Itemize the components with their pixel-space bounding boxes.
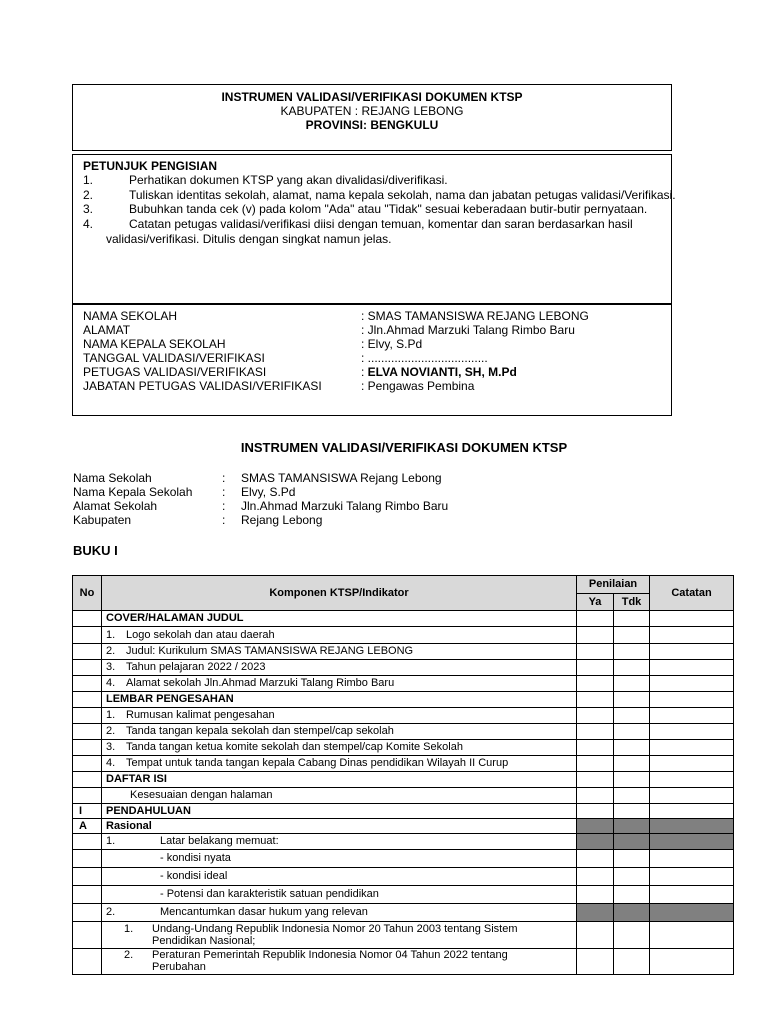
col-header-komponen: Komponen KTSP/Indikator xyxy=(102,576,577,611)
cell-num: 3. xyxy=(106,661,116,673)
cell-ya[interactable] xyxy=(577,772,614,788)
cell-tdk[interactable] xyxy=(614,644,650,660)
cell-tdk[interactable] xyxy=(614,676,650,692)
cell-ya[interactable] xyxy=(577,904,614,922)
identitas-row xyxy=(83,351,663,365)
cell-text: Tanda tangan kepala sekolah dan stempel/cap sekolah xyxy=(126,725,394,737)
table-row xyxy=(73,724,734,740)
info-value: Jln.Ahmad Marzuki Talang Rimbo Baru xyxy=(241,499,449,513)
cell-tdk[interactable] xyxy=(614,772,650,788)
cell-text: Logo sekolah dan atau daerah xyxy=(126,628,275,641)
cell-text: Tahun pelajaran 2022 / 2023 xyxy=(126,661,266,673)
cell-no xyxy=(73,868,102,886)
info-sep: : xyxy=(222,471,226,485)
cell-no xyxy=(73,756,102,772)
cell-text: Mencantumkan dasar hukum yang relevan xyxy=(160,906,368,918)
table-row xyxy=(73,904,734,922)
table-row xyxy=(73,676,734,692)
table-row xyxy=(73,756,734,772)
cell-tdk[interactable] xyxy=(614,756,650,772)
cell-tdk[interactable] xyxy=(614,724,650,740)
table-row xyxy=(73,868,734,886)
cell-text: Tanda tangan ketua komite sekolah dan stempel/cap Komite Sekolah xyxy=(126,741,463,753)
cell-tdk[interactable] xyxy=(614,804,650,819)
header-provinsi: PROVINSI: BENGKULU xyxy=(305,118,439,132)
table-row xyxy=(73,850,734,868)
petunjuk-num: 1. xyxy=(83,173,94,187)
cell-komponen: Rasional xyxy=(102,819,577,834)
table-row xyxy=(73,922,734,949)
cell-komponen: LEMBAR PENGESAHAN xyxy=(102,692,577,708)
cell-text: Alamat sekolah Jln.Ahmad Marzuki Talang Rimbo Baru xyxy=(126,677,395,689)
cell-text: Peraturan Pemerintah Republik Indonesia Nomor 04 Tahun 2022 tentang Perubahan xyxy=(152,949,508,973)
table-row xyxy=(73,819,734,834)
cell-tdk[interactable] xyxy=(614,660,650,676)
identitas-value: : SMAS TAMANSISWA REJANG LEBONG xyxy=(361,309,589,323)
cell-catatan[interactable] xyxy=(650,627,734,644)
cell-catatan[interactable] xyxy=(650,804,734,819)
cell-komponen xyxy=(102,724,577,740)
cell-komponen xyxy=(102,627,577,644)
info-sep: : xyxy=(222,485,226,499)
cell-komponen: PENDAHULUAN xyxy=(102,804,577,819)
cell-tdk[interactable] xyxy=(614,692,650,708)
cell-no xyxy=(73,886,102,904)
cell-num: 4. xyxy=(106,757,116,769)
table-row xyxy=(73,740,734,756)
table-row xyxy=(73,834,734,850)
cell-no: A xyxy=(73,819,102,834)
petunjuk-heading: PETUNJUK PENGISIAN xyxy=(83,159,218,173)
cell-ya[interactable] xyxy=(577,886,614,904)
cell-text: Undang-Undang Republik Indonesia Nomor 20 Tahun 2003 tentang Sistem Pendidikan Nasional; xyxy=(152,922,518,947)
col-header-penilaian: Penilaian xyxy=(577,576,650,594)
cell-ya[interactable] xyxy=(577,660,614,676)
petunjuk-text: Bubuhkan tanda cek (v) pada kolom "Ada" atau "Tidak" sesuai keberadaan butir-butir pernyataan. xyxy=(129,202,648,216)
petunjuk-item xyxy=(83,188,676,202)
cell-komponen xyxy=(102,660,577,676)
cell-num: 2. xyxy=(124,949,134,961)
cell-komponen xyxy=(102,740,577,756)
col-header-no: No xyxy=(73,576,102,611)
cell-catatan[interactable] xyxy=(650,660,734,676)
cell-komponen xyxy=(102,904,577,922)
info-row xyxy=(73,485,448,499)
cell-no xyxy=(73,627,102,644)
cell-ya[interactable] xyxy=(577,922,614,949)
cell-catatan[interactable] xyxy=(650,949,734,975)
cell-num: 3. xyxy=(106,741,116,753)
buku-heading: BUKU I xyxy=(73,543,118,558)
cell-num: 1. xyxy=(106,709,116,721)
cell-komponen xyxy=(102,708,577,724)
table-row xyxy=(73,611,734,627)
cell-tdk[interactable] xyxy=(614,886,650,904)
cell-catatan[interactable] xyxy=(650,740,734,756)
cell-no xyxy=(73,740,102,756)
identitas-value: : xyxy=(361,365,368,379)
cell-ya[interactable] xyxy=(577,756,614,772)
cell-komponen xyxy=(102,922,577,949)
table-body xyxy=(73,611,734,975)
info-label: Kabupaten xyxy=(73,513,132,527)
info-value: Elvy, S.Pd xyxy=(241,485,296,499)
identitas-value: : Jln.Ahmad Marzuki Talang Rimbo Baru xyxy=(361,323,575,337)
petunjuk-item xyxy=(83,173,448,187)
info-label: Nama Kepala Sekolah xyxy=(73,485,193,499)
petunjuk-text: Perhatikan dokumen KTSP yang akan divalidasi/diverifikasi. xyxy=(129,173,448,187)
cell-komponen xyxy=(102,756,577,772)
cell-ya[interactable] xyxy=(577,644,614,660)
cell-no xyxy=(73,772,102,788)
cell-no xyxy=(73,676,102,692)
table-row xyxy=(73,627,734,644)
col-header-ya: Ya xyxy=(577,594,614,611)
identitas-row xyxy=(83,379,663,393)
identitas-label: TANGGAL VALIDASI/VERIFIKASI xyxy=(83,351,265,365)
cell-no xyxy=(73,708,102,724)
cell-tdk[interactable] xyxy=(614,819,650,834)
cell-no xyxy=(73,644,102,660)
cell-no xyxy=(73,788,102,804)
identitas-divider xyxy=(72,303,672,305)
identitas-value: : Elvy, S.Pd xyxy=(361,337,423,351)
cell-ya[interactable] xyxy=(577,804,614,819)
table-row xyxy=(73,644,734,660)
cell-ya[interactable] xyxy=(577,819,614,834)
cell-komponen xyxy=(102,949,577,975)
cell-text: Judul: Kurikulum SMAS TAMANSISWA REJANG LEBONG xyxy=(126,645,414,657)
cell-no xyxy=(73,692,102,708)
cell-tdk[interactable] xyxy=(614,627,650,644)
cell-catatan[interactable] xyxy=(650,834,734,850)
cell-catatan[interactable] xyxy=(650,886,734,904)
identitas-row xyxy=(83,337,663,351)
cell-ya[interactable] xyxy=(577,676,614,692)
cell-ya[interactable] xyxy=(577,627,614,644)
cell-tdk[interactable] xyxy=(614,834,650,850)
table-row xyxy=(73,949,734,975)
cell-num: 2. xyxy=(106,906,116,918)
cell-catatan[interactable] xyxy=(650,692,734,708)
table-row xyxy=(73,772,734,788)
cell-catatan[interactable] xyxy=(650,788,734,804)
section2-title: INSTRUMEN VALIDASI/VERIFIKASI DOKUMEN KTSP xyxy=(240,440,568,455)
info-row xyxy=(73,499,448,513)
identitas-row xyxy=(83,323,663,337)
section2-info xyxy=(73,471,448,527)
info-row xyxy=(73,471,448,485)
cell-ya[interactable] xyxy=(577,834,614,850)
cell-catatan[interactable] xyxy=(650,676,734,692)
table-row xyxy=(73,660,734,676)
cell-num: 1. xyxy=(106,835,116,847)
identitas-list xyxy=(83,309,663,393)
cell-num: 1. xyxy=(106,628,116,641)
identitas-value-bold: ELVA NOVIANTI, SH, M.Pd xyxy=(367,365,517,379)
cell-num: 1. xyxy=(124,922,134,935)
header-box xyxy=(72,84,672,151)
petunjuk-text: Catatan petugas validasi/verifikasi diisi dengan temuan, komentar dan saran berdasarkan hasil xyxy=(129,217,633,231)
cell-ya[interactable] xyxy=(577,740,614,756)
cell-komponen: DAFTAR ISI xyxy=(102,772,577,788)
petunjuk-item-cont: validasi/verifikasi. Ditulis dengan singkat namun jelas. xyxy=(106,232,392,246)
col-header-catatan: Catatan xyxy=(650,576,734,611)
info-sep: : xyxy=(222,513,226,527)
cell-catatan[interactable] xyxy=(650,772,734,788)
cell-no xyxy=(73,850,102,868)
cell-ya[interactable] xyxy=(577,611,614,627)
cell-no xyxy=(73,949,102,975)
petunjuk-item xyxy=(83,217,633,231)
petunjuk-text: Tuliskan identitas sekolah, alamat, nama kepala sekolah, nama dan jabatan petugas validasi/Verifikasi. xyxy=(129,188,676,202)
cell-komponen xyxy=(102,850,577,868)
cell-no xyxy=(73,611,102,627)
cell-ya[interactable] xyxy=(577,788,614,804)
identitas-value: : .................................... xyxy=(361,351,488,365)
cell-catatan[interactable] xyxy=(650,708,734,724)
ktsp-table xyxy=(72,575,734,975)
cell-komponen xyxy=(102,644,577,660)
cell-komponen xyxy=(102,834,577,850)
cell-ya[interactable] xyxy=(577,949,614,975)
cell-num: 2. xyxy=(106,725,116,737)
table-row xyxy=(73,708,734,724)
identitas-row xyxy=(83,365,663,379)
info-label: Nama Sekolah xyxy=(73,471,152,485)
cell-ya[interactable] xyxy=(577,868,614,886)
header-title: INSTRUMEN VALIDASI/VERIFIKASI DOKUMEN KTSP xyxy=(221,90,523,104)
cell-catatan[interactable] xyxy=(650,644,734,660)
cell-catatan[interactable] xyxy=(650,819,734,834)
info-value: Rejang Lebong xyxy=(241,513,323,527)
cell-komponen xyxy=(102,886,577,904)
cell-komponen xyxy=(102,788,577,804)
cell-catatan[interactable] xyxy=(650,850,734,868)
cell-catatan[interactable] xyxy=(650,611,734,627)
cell-catatan[interactable] xyxy=(650,922,734,949)
cell-text: Tempat untuk tanda tangan kepala Cabang Dinas pendidikan Wilayah II Curup xyxy=(126,757,509,769)
cell-catatan[interactable] xyxy=(650,868,734,886)
info-sep: : xyxy=(222,499,226,513)
identitas-label: PETUGAS VALIDASI/VERIFIKASI xyxy=(83,365,267,379)
cell-tdk[interactable] xyxy=(614,611,650,627)
cell-catatan[interactable] xyxy=(650,724,734,740)
cell-text: - kondisi nyata xyxy=(160,852,231,864)
table-row xyxy=(73,886,734,904)
cell-catatan[interactable] xyxy=(650,904,734,922)
info-row xyxy=(73,513,448,527)
cell-text: - Potensi dan karakteristik satuan pendidikan xyxy=(160,888,379,900)
table-row xyxy=(73,788,734,804)
cell-komponen xyxy=(102,676,577,692)
identitas-label: NAMA KEPALA SEKOLAH xyxy=(83,337,226,351)
cell-tdk[interactable] xyxy=(614,904,650,922)
cell-ya[interactable] xyxy=(577,708,614,724)
table-row xyxy=(73,692,734,708)
cell-text: - kondisi ideal xyxy=(160,870,228,882)
header-kabupaten: KABUPATEN : REJANG LEBONG xyxy=(280,104,464,118)
col-header-tdk: Tdk xyxy=(614,594,650,611)
cell-ya[interactable] xyxy=(577,692,614,708)
cell-catatan[interactable] xyxy=(650,756,734,772)
cell-ya[interactable] xyxy=(577,724,614,740)
cell-num: 2. xyxy=(106,645,116,657)
cell-no xyxy=(73,660,102,676)
identitas-value: : Pengawas Pembina xyxy=(361,379,475,393)
identitas-label: NAMA SEKOLAH xyxy=(83,309,178,323)
cell-no xyxy=(73,904,102,922)
cell-num: 4. xyxy=(106,677,116,689)
cell-ya[interactable] xyxy=(577,850,614,868)
cell-tdk[interactable] xyxy=(614,922,650,949)
info-label: Alamat Sekolah xyxy=(73,499,158,513)
cell-komponen: COVER/HALAMAN JUDUL xyxy=(102,611,577,627)
cell-komponen xyxy=(102,868,577,886)
petunjuk-num: 4. xyxy=(83,217,94,231)
cell-tdk[interactable] xyxy=(614,788,650,804)
cell-no xyxy=(73,922,102,949)
cell-text: Rumusan kalimat pengesahan xyxy=(126,709,275,721)
cell-tdk[interactable] xyxy=(614,708,650,724)
cell-no: I xyxy=(73,804,102,819)
identitas-label: ALAMAT xyxy=(83,323,131,337)
cell-tdk[interactable] xyxy=(614,850,650,868)
petunjuk-item xyxy=(83,202,647,216)
identitas-label: JABATAN PETUGAS VALIDASI/VERIFIKASI xyxy=(83,379,322,393)
cell-no xyxy=(73,834,102,850)
petunjuk-num: 3. xyxy=(83,202,94,216)
instruction-box xyxy=(72,154,676,416)
cell-no xyxy=(73,724,102,740)
cell-text: Latar belakang memuat: xyxy=(160,835,279,847)
petunjuk-num: 2. xyxy=(83,188,94,202)
cell-tdk[interactable] xyxy=(614,868,650,886)
info-value: SMAS TAMANSISWA Rejang Lebong xyxy=(241,471,442,485)
table-row xyxy=(73,804,734,819)
cell-text: Kesesuaian dengan halaman xyxy=(130,789,273,801)
cell-tdk[interactable] xyxy=(614,949,650,975)
cell-tdk[interactable] xyxy=(614,740,650,756)
identitas-row xyxy=(83,309,663,323)
